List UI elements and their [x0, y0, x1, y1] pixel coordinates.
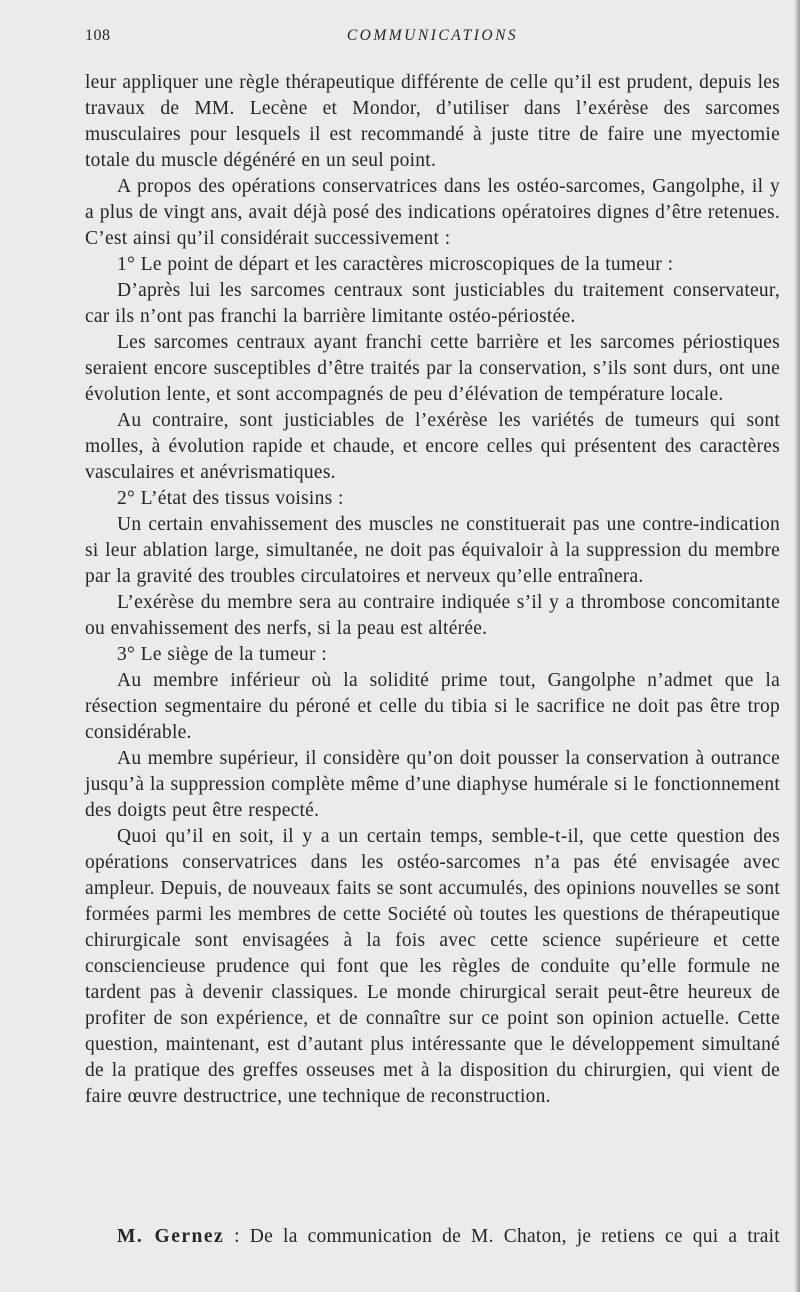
closing-line: [85, 1224, 780, 1250]
paragraph: Au membre supérieur, il considère qu’on doit pousser la conservation à outrance jusqu’à la suppression complète même d’une diaphyse humérale si le fonctionnement des doigts peut être respecté.: [85, 748, 780, 821]
paragraph: Au membre inférieur où la solidité prime tout, Gangolphe n’admet que la résection segmentaire du péroné et celle du tibia si le sacrifice ne doit pas être trop considérable.: [85, 670, 780, 743]
page-header: [85, 27, 780, 53]
paragraph: Un certain envahissement des muscles ne constituerait pas une contre-indication si leur ablation large, simultanée, ne doit pas équivaloir à la suppression du membre par la gravité des troubles circulatoires et nerveux qu’elle entraînera.: [85, 514, 780, 587]
speaker-name: M. Gernez: [117, 1226, 225, 1247]
page-edge-shadow: [794, 0, 800, 1292]
paragraph: D’après lui les sarcomes centraux sont justiciables du traitement conservateur, car ils n’ont pas franchi la barrière limitante ostéo-périostée.: [85, 280, 780, 327]
body-text: [85, 70, 780, 1110]
paragraph: Au contraire, sont justiciables de l’exérèse les variétés de tumeurs qui sont molles, à évolution rapide et chaude, et encore celles qui présentent des caractères vasculaires et anévrismatiques.: [85, 410, 780, 483]
paragraph: Quoi qu’il en soit, il y a un certain temps, semble-t-il, que cette question des opérations conservatrices dans les ostéo-sarcomes n’a pas été envisagée avec ampleur. Depuis, de nouveaux faits se sont accumulés, des opinions nouvelles se sont formées parmi les membres de cette Société où toutes les questions de thérapeutique chirurgicale sont envisagées à la fois avec cette science supérieure et cette consciencieuse prudence qui font que les règles de conduite qu’elle formule ne tardent pas à devenir classiques. Le monde chirurgical serait peut-être heureux de profiter de son expérience, et de connaître sur ce point son opinion actuelle. Cette question, maintenant, est d’autant plus intéressante que le développement simultané de la pratique des greffes osseuses met à la disposition du chirurgien, qui vient de faire œuvre destructrice, une technique de reconstruction.: [85, 826, 780, 1107]
paragraph: leur appliquer une règle thérapeutique différente de celle qu’il est prudent, depuis les travaux de MM. Lecène et Mondor, d’utiliser dans l’exérèse des sarcomes musculaires pour lesquels il est recommandé à juste titre de faire une myectomie totale du muscle dégénéré en un seul point.: [85, 72, 780, 171]
paragraph: A propos des opérations conservatrices dans les ostéo-sarcomes, Gangolphe, il y a plus de vingt ans, avait déjà posé des indications opératoires dignes d’être retenues. C’est ainsi qu’il considérait successivement :: [85, 176, 780, 249]
paragraph: 1° Le point de départ et les caractères microscopiques de la tumeur :: [117, 254, 674, 275]
paragraph: L’exérèse du membre sera au contraire indiquée s’il y a thrombose concomitante ou envahissement des nerfs, si la peau est altérée.: [85, 592, 780, 639]
page-number: 108: [85, 27, 111, 44]
paragraph: 2° L’état des tissus voisins :: [117, 488, 344, 509]
paragraph: Les sarcomes centraux ayant franchi cette barrière et les sarcomes périostiques seraient encore susceptibles d’être traités par la conservation, s’ils sont durs, ont une évolution lente, et sont accompagnés de peu d’élévation de température locale.: [85, 332, 780, 405]
paragraph: 3° Le siège de la tumeur :: [117, 644, 328, 665]
running-title: COMMUNICATIONS: [346, 27, 519, 44]
closing-text: : De la communication de M. Chaton, je retiens ce qui a trait: [224, 1226, 780, 1247]
